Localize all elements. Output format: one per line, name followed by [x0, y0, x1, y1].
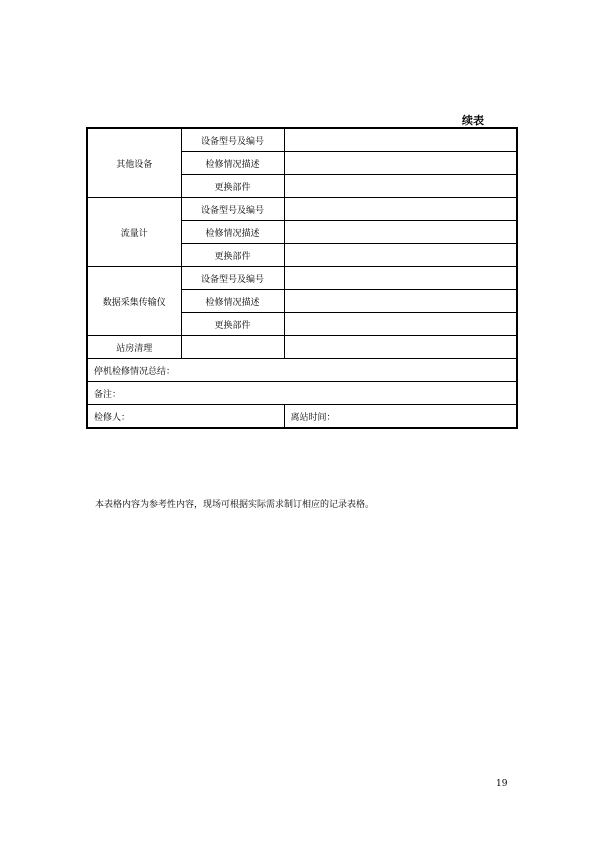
value-cell — [284, 244, 517, 267]
field-label: 检修情况描述 — [181, 152, 284, 175]
field-label: 检修情况描述 — [181, 221, 284, 244]
field-label: 检修情况描述 — [181, 290, 284, 313]
inspector-label: 检修人： — [87, 405, 284, 429]
maintenance-record-table — [86, 127, 518, 429]
table-row — [87, 198, 517, 221]
group-name: 数据采集传输仪 — [87, 267, 181, 336]
departure-time-label: 离站时间： — [284, 405, 517, 429]
value-cell — [284, 175, 517, 198]
field-label: 设备型号及编号 — [181, 267, 284, 290]
table-row — [87, 128, 517, 152]
field-label: 更换部件 — [181, 244, 284, 267]
field-label: 设备型号及编号 — [181, 198, 284, 221]
table-row — [87, 267, 517, 290]
value-cell — [284, 267, 517, 290]
group-name: 其他设备 — [87, 128, 181, 198]
value-cell — [284, 290, 517, 313]
table-row — [87, 405, 517, 429]
value-cell — [284, 221, 517, 244]
value-cell — [284, 313, 517, 336]
table-row — [87, 359, 517, 382]
field-label: 更换部件 — [181, 313, 284, 336]
value-cell — [284, 152, 517, 175]
group-name: 流量计 — [87, 198, 181, 267]
continued-label: 续表 — [462, 114, 484, 127]
remarks-label: 备注： — [87, 382, 517, 405]
value-cell — [284, 128, 517, 152]
value-cell — [284, 198, 517, 221]
page-number: 19 — [496, 779, 508, 789]
station-cleaning-label: 站房清理 — [87, 336, 181, 359]
table-row — [87, 336, 517, 359]
value-cell — [284, 336, 517, 359]
field-label: 更换部件 — [181, 175, 284, 198]
field-label: 设备型号及编号 — [181, 128, 284, 152]
summary-label: 停机检修情况总结： — [87, 359, 517, 382]
value-cell — [181, 336, 284, 359]
table-note: 本表格内容为参考性内容，现场可根据实际需求制订相应的记录表格。 — [95, 500, 375, 510]
table-row — [87, 382, 517, 405]
